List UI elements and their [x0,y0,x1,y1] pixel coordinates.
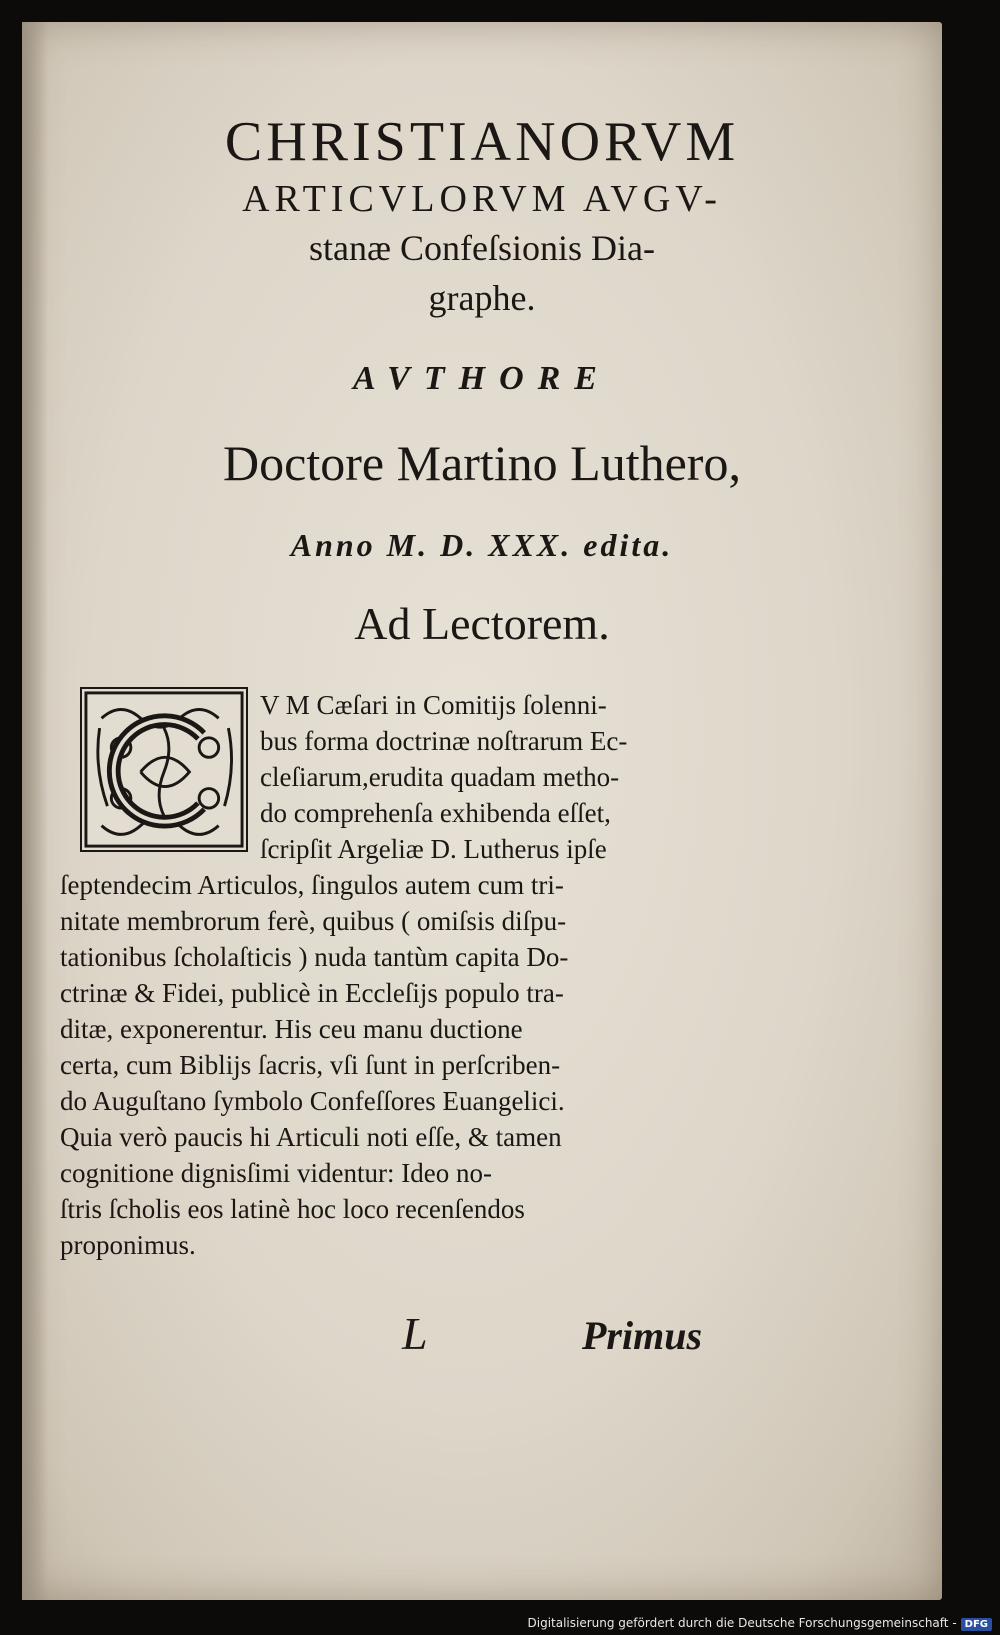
body-line: ſcripſit Argeliæ D. Lutherus ipſe [260,834,607,864]
signature-mark: L [402,1308,428,1359]
body-line: proponimus. [60,1230,196,1260]
body-line: ſeptendecim Articulos, ſingulos autem cum tri- [60,870,564,900]
body-line: ctrinæ & Fidei, publicè in Eccleſijs populo tra- [60,978,564,1008]
digitization-credit [528,1616,993,1631]
book-page [22,22,942,1600]
authore-label: AVTHORE [353,360,611,397]
body-line: ſtris ſcholis eos latinè hoc loco recenſendos [60,1194,525,1224]
ad-lectorem-heading: Ad Lectorem. [354,598,610,649]
body-line: do Auguſtano ſymbolo Confeſſores Euangelici. [60,1086,565,1116]
body-line: do comprehenſa exhibenda eſſet, [260,798,611,828]
body-line: V M Cæſari in Comitijs ſolenni- [260,690,607,720]
body-line: certa, cum Biblijs ſacris, vſi ſunt in perſcriben- [60,1050,561,1080]
body-line: cognitione dignisſimi videntur: Ideo no- [60,1158,492,1188]
body-line: cleſiarum,erudita quadam metho- [260,762,620,792]
body-line: Quia verò paucis hi Articuli noti eſſe, & tamen [60,1122,562,1152]
body-line: tationibus ſcholaſticis ) nuda tantùm capita Do- [60,942,569,972]
credit-text: Digitalisierung gefördert durch die Deutsche Forschungsgemeinschaft - [527,1616,957,1630]
title-line-3: stanæ Confeſsionis Dia- [309,228,655,268]
title-line-2: ARTICVLORVM AVGV- [242,178,722,220]
body-line: nitate membrorum ferè, quibus ( omiſsis diſpu- [60,906,567,936]
body-line: bus forma doctrinæ noſtrarum Ec- [260,726,628,756]
edition-year: Anno M. D. XXX. edita. [290,527,674,563]
dfg-logo: DFG [961,1618,992,1631]
decorated-initial-c-icon [80,687,248,852]
catchword: Primus [582,1313,703,1358]
body-line: ditæ, exponerentur. His ceu manu ductione [60,1014,523,1044]
title-line-1: CHRISTIANORVM [224,111,740,173]
author-name: Doctore Martino Luthero, [223,435,741,491]
title-line-4: graphe. [428,278,536,318]
